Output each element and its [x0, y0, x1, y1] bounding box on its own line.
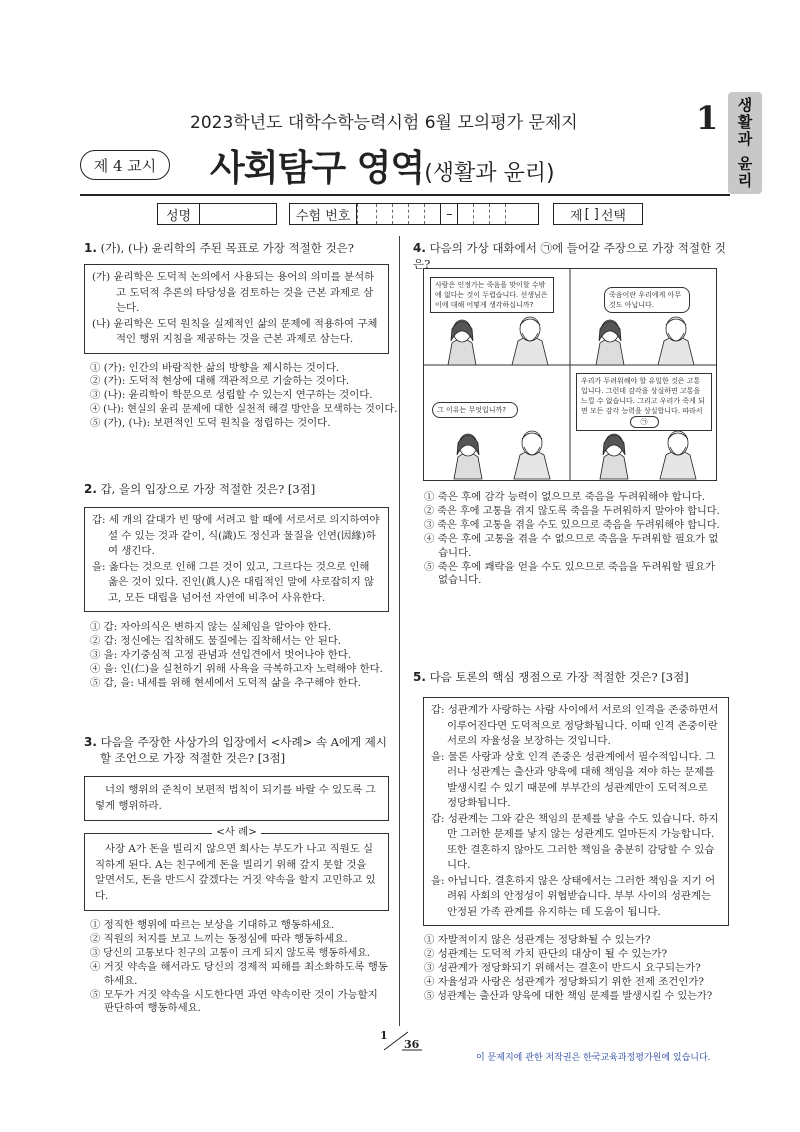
q1-number: 1. [84, 241, 97, 255]
question-3 [84, 734, 389, 1016]
q5-dialogue-2: 을: 물론 사랑과 상호 인격 존중은 성관계에서 필수적입니다. 그러나 성관계는 출산과 양육에 대해 책임을 져야 하는 문제를 발생시킬 수 있기 때문에 부부간의 성관계만이 도덕적으로 정당화됩니다. [431, 750, 716, 809]
exam-number-label: 수험 번호 [290, 204, 357, 224]
q2-option-2[interactable]: ② 갑: 정신에는 집착해도 물질에는 집착해서는 안 된다. [90, 634, 342, 647]
question-1 [84, 240, 398, 431]
current-page: 1 [380, 1029, 388, 1042]
period-badge: 제 4 교시 [80, 150, 170, 180]
elective-bracket: [ ] [584, 206, 599, 222]
q1-option-2[interactable]: ② (가): 도덕적 현상에 대해 객관적으로 기술하는 것이다. [90, 375, 350, 388]
subject-title [210, 140, 555, 191]
speech-bubble-3: 그 이유는 무엇입니까? [432, 402, 518, 418]
subject-sub: (생활과 윤리) [424, 161, 555, 186]
q4-title: 다음의 가상 대화에서 ㉠에 들어갈 주장으로 가장 적절한 것은? [413, 241, 726, 271]
q1-option-5[interactable]: ⑤ (가), (나): 보편적인 도덕 원칙을 정립하는 것이다. [90, 417, 331, 430]
q3-case-text: 사장 A가 돈을 빌리지 않으면 회사는 부도가 나고 직원도 실직하게 된다. A는 친구에게 돈을 빌리기 위해 갚지 못할 것을 알면서도, 돈을 반드시 갚겠다는 거짓 약속을 할지 고민하고 있다. [95, 843, 376, 902]
q2-passage-gap: 갑: 세 개의 갈대가 빈 땅에 서려고 할 때에 서로서로 의지하여야 설 수 있는 것과 같이, 식(識)도 정신과 물질을 인연(因緣)하여 생긴다. [92, 514, 380, 557]
name-field[interactable] [157, 203, 277, 225]
q4-number: 4. [413, 241, 426, 255]
q1-passage-ga: (가) 윤리학은 도덕적 논의에서 사용되는 용어의 의미를 분석하고 도덕적 추론의 타당성을 검토하는 것을 근본 과제로 삼는다. [92, 271, 375, 314]
q3-option-5[interactable]: ⑤ 모두가 거짓 약속을 시도한다면 과연 약속이란 것이 가능할지 판단하여 행동하세요. [90, 988, 378, 1015]
q5-option-2[interactable]: ② 성관계는 도덕적 가치 판단의 대상이 될 수 있는가? [424, 947, 668, 960]
q4-cartoon [423, 268, 717, 481]
q2-option-5[interactable]: ⑤ 갑, 을: 내세를 위해 현세에서 도덕적 삶을 추구해야 한다. [90, 676, 362, 689]
q3-case-box [84, 826, 389, 911]
q5-dialogue-3: 갑: 성관계는 그와 같은 책임의 문제를 낳을 수도 있습니다. 하지만 그러한 문제를 낳지 않는 성관계도 얼마든지 가능합니다. 또한 결혼하지 않아도 그러한 책임을 충분히 감당할 수 있습니다. [431, 812, 719, 871]
exam-number-field[interactable] [289, 203, 539, 225]
speech-bubble-4 [576, 373, 712, 431]
column-divider [399, 236, 400, 1026]
q4-option-2[interactable]: ② 죽은 후에 고통을 겪지 않도록 죽음을 두려워하지 말아야 합니다. [424, 505, 720, 517]
q5-number: 5. [413, 670, 426, 684]
q3-option-4[interactable]: ④ 거짓 약속을 해서라도 당신의 경제적 피해를 최소화하도록 행동하세요. [90, 960, 388, 987]
q1-passage-box [84, 264, 389, 354]
q5-dialogue-box [423, 697, 729, 926]
title-rule [80, 194, 730, 196]
q2-passage-eul: 을: 옳다는 것으로 인해 그른 것이 있고, 그르다는 것으로 인해 옳은 것이 있다. 진인(眞人)은 대립적인 말에 사로잡히지 않고, 모든 대립을 넘어선 자연에 비추어 사유한다. [92, 560, 375, 604]
q5-dialogue-1: 갑: 성관계가 사랑하는 사람 사이에서 서로의 인격을 존중하면서 이루어진다면 도덕적으로 정당화됩니다. 이때 인격 존중이란 서로의 자율성을 보장하는 것입니다. [431, 704, 719, 747]
q3-number: 3. [84, 735, 97, 749]
q3-option-3[interactable]: ③ 당신의 고통보다 친구의 고통이 크게 되지 않도록 행동하세요. [90, 947, 371, 959]
q3-title: 다음을 주장한 사상가의 입장에서 <사례> 속 A에게 제시할 조언으로 가장 적절한 것은? [3점] [100, 735, 388, 765]
elective-suffix: 선택 [600, 208, 626, 224]
name-label: 성명 [158, 204, 200, 224]
copyright-notice: 이 문제지에 관한 저작권은 한국교육과정평가원에 있습니다. [476, 1053, 711, 1063]
q1-option-4[interactable]: ④ (나): 현실의 윤리 문제에 대한 실천적 해결 방안을 모색하는 것이다. [90, 404, 398, 416]
q5-option-4[interactable]: ④ 자율성과 사랑은 성관계가 정당화되기 위한 전제 조건인가? [424, 975, 704, 988]
q1-passage-na: (나) 윤리학은 도덕 원칙을 실제적인 삶의 문제에 적용하여 구체적인 행위 지침을 제공하는 것을 근본 과제로 삼는다. [92, 317, 378, 345]
question-5 [413, 669, 729, 1004]
q1-title: (가), (나) 윤리학의 주된 목표로 가장 적절한 것은? [100, 241, 354, 255]
q4-option-3[interactable]: ③ 죽은 후에 고통을 겪을 수도 있으므로 죽음을 두려워해야 합니다. [424, 519, 720, 531]
q3-option-2[interactable]: ② 직원의 처지를 보고 느끼는 동정심에 따라 행동하세요. [90, 932, 348, 945]
q5-dialogue-4: 을: 아닙니다. 결혼하지 않은 상태에서는 그러한 책임을 지기 어려워 사회의 안정성이 위협받습니다. 부부 사이의 성관계는 안정된 가족 관계를 유지하는 데 도움이 됩니다. [431, 874, 716, 918]
q5-option-5[interactable]: ⑤ 성관계는 출산과 양육에 대한 책임 문제를 발생시킬 수 있는가? [424, 990, 713, 1002]
elective-field[interactable] [553, 203, 643, 225]
q5-title: 다음 토론의 핵심 쟁점으로 가장 적절한 것은? [3점] [429, 670, 689, 684]
q1-option-3[interactable]: ③ (나): 윤리학이 학문으로 성립할 수 있는지 연구하는 것이다. [90, 389, 373, 402]
q2-title: 갑, 을의 입장으로 가장 적절한 것은? [3점] [100, 482, 316, 496]
question-2 [84, 481, 389, 691]
speech-bubble-2: 죽음이란 우리에게 아무것도 아닙니다. [604, 287, 690, 313]
q3-option-1[interactable]: ① 정직한 행위에 따르는 보상을 기대하고 행동하세요. [90, 919, 335, 931]
q1-option-1[interactable]: ① (가): 인간의 바람직한 삶의 방향을 제시하는 것이다. [90, 361, 340, 374]
page-indicator [372, 1030, 422, 1052]
q4-option-1[interactable]: ① 죽은 후에 감각 능력이 없으므로 죽음을 두려워해야 합니다. [424, 491, 706, 503]
elective-prefix: 제 [570, 208, 583, 224]
total-pages: 36 [404, 1038, 420, 1051]
page-number-large: 1 [696, 99, 719, 137]
exam-title: 2023학년도 대학수학능력시험 6월 모의평가 문제지 [190, 113, 578, 133]
q3-case-label: <사 례> [212, 826, 261, 838]
q3-quote-box: 너의 행위의 준칙이 보편적 법칙이 되기를 바랄 수 있도록 그렇게 행위하라. [84, 776, 389, 821]
subject-main: 사회탐구 영역 [210, 148, 425, 189]
q5-option-1[interactable]: ① 자발적이지 않은 성관계는 정당화될 수 있는가? [424, 934, 651, 946]
exam-number-dash: – [446, 206, 453, 222]
q4-option-4[interactable]: ④ 죽은 후에 고통을 겪을 수 없으므로 죽음을 두려워할 필요가 없습니다. [424, 532, 719, 559]
q2-option-1[interactable]: ① 갑: 자아의식은 변하지 않는 실체임을 알아야 한다. [90, 621, 332, 633]
subject-side-tab: 생활과 윤리 [728, 92, 762, 194]
q4-option-5[interactable]: ⑤ 죽은 후에 쾌락을 얻을 수도 있으므로 죽음을 두려워할 필요가 없습니다. [424, 560, 716, 587]
q2-passage-box [84, 507, 389, 612]
blank-marker: ㉠ [630, 416, 659, 428]
q2-number: 2. [84, 482, 97, 496]
speech-bubble-1: 사람은 인정가는 죽음을 맞이할 수밖에 없다는 것이 두렵습니다. 선생님은 이에 대해 어떻게 생각하십니까? [430, 277, 554, 313]
q2-option-3[interactable]: ③ 을: 자기중심적 고정 관념과 선입견에서 벗어나야 한다. [90, 648, 352, 661]
q5-option-3[interactable]: ③ 성관계가 정당화되기 위해서는 결혼이 반드시 요구되는가? [424, 961, 701, 974]
q2-option-4[interactable]: ④ 을: 인(仁)을 실천하기 위해 사욕을 극복하고자 노력해야 한다. [90, 662, 383, 675]
q4-options [424, 491, 724, 588]
speech-bubble-4-text: 우리가 두려워해야 할 유일한 것은 고통입니다. 그런데 감각을 상실하면 고통을 느낄 수 없습니다. 그리고 우리가 죽게 되면 모든 감각 능력을 상실합니다. 따라서 [581, 377, 705, 415]
